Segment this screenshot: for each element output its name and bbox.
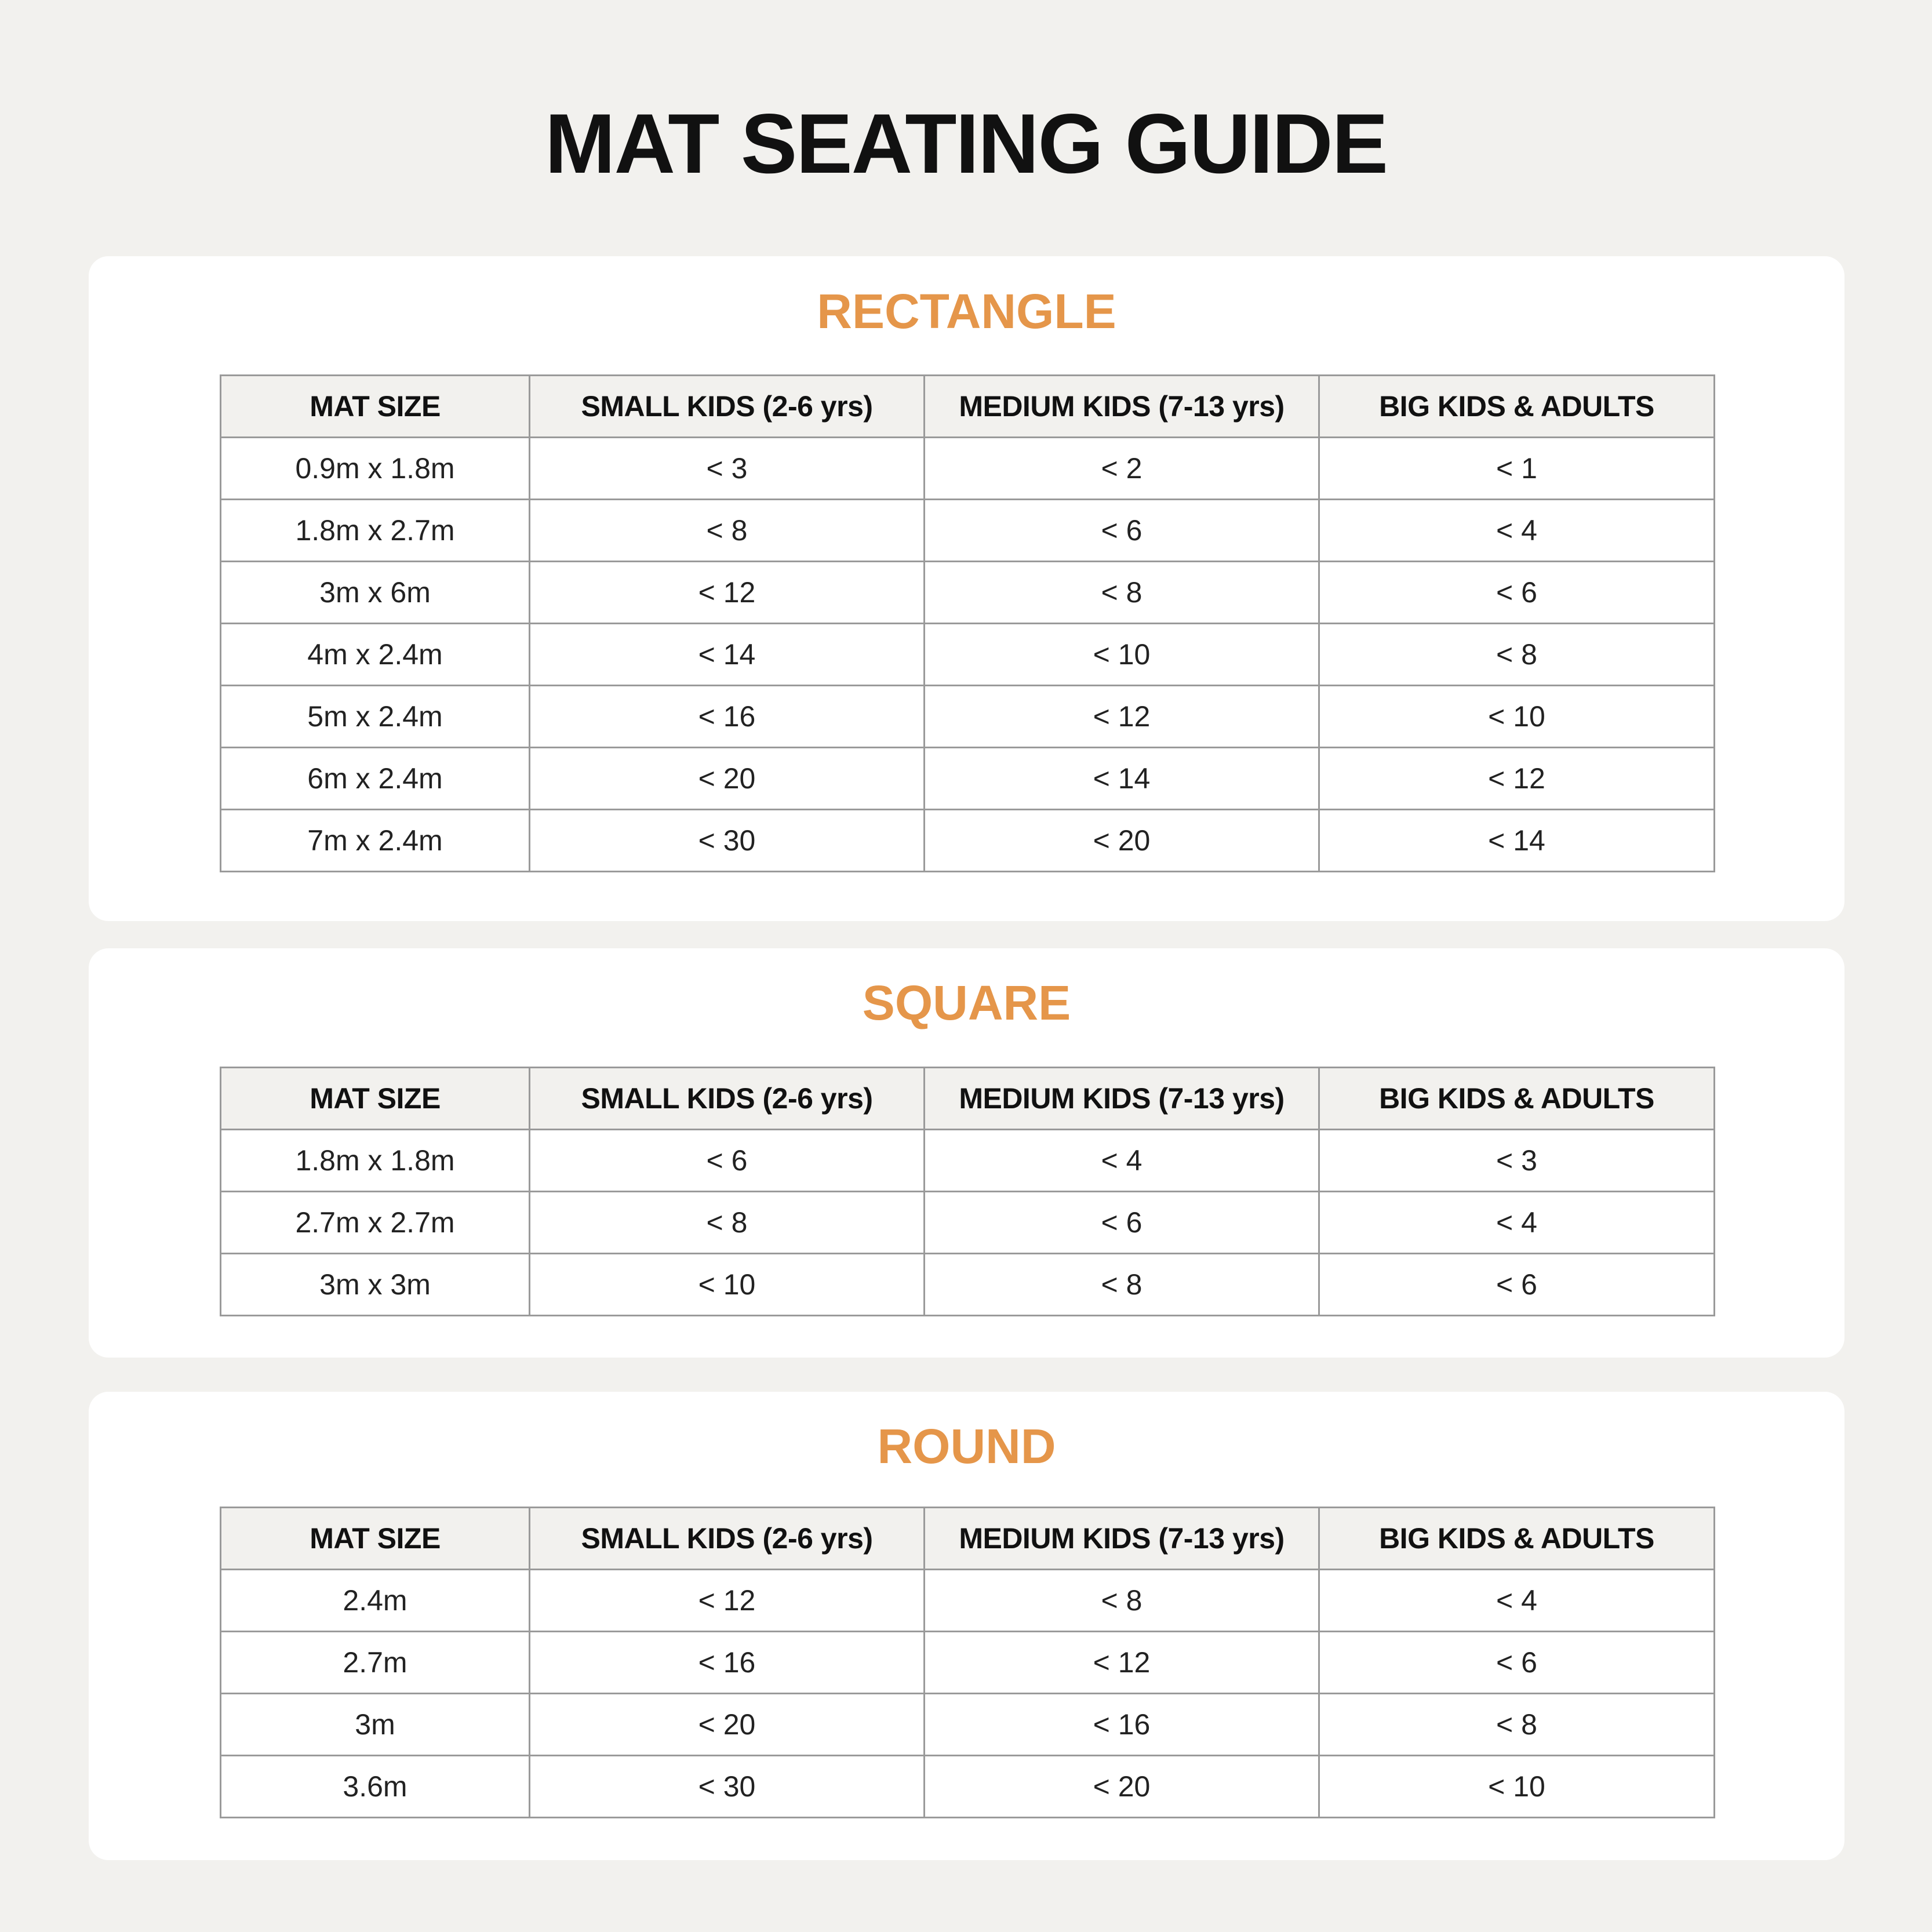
cell-big-kids-adults: < 10 <box>1319 686 1715 748</box>
header-mat-size: MAT SIZE <box>221 1508 530 1570</box>
square-card <box>89 948 1844 1358</box>
cell-small-kids: < 20 <box>530 1694 925 1756</box>
cell-mat-size: 2.4m <box>221 1570 530 1632</box>
cell-medium-kids: < 2 <box>925 438 1319 500</box>
cell-big-kids-adults: < 6 <box>1319 562 1715 624</box>
header-medium-kids: MEDIUM KIDS (7-13 yrs) <box>925 376 1319 438</box>
cell-big-kids-adults: < 4 <box>1319 1192 1715 1254</box>
cell-big-kids-adults: < 10 <box>1319 1756 1715 1818</box>
table-row <box>221 1130 1715 1192</box>
cell-medium-kids: < 8 <box>925 1570 1319 1632</box>
table-row <box>221 1756 1715 1818</box>
cell-medium-kids: < 10 <box>925 624 1319 686</box>
cell-mat-size: 0.9m x 1.8m <box>221 438 530 500</box>
cell-mat-size: 6m x 2.4m <box>221 748 530 810</box>
header-medium-kids: MEDIUM KIDS (7-13 yrs) <box>925 1508 1319 1570</box>
square-title: SQUARE <box>862 976 1071 1030</box>
cell-mat-size: 7m x 2.4m <box>221 810 530 872</box>
cell-medium-kids: < 20 <box>925 1756 1319 1818</box>
cell-small-kids: < 8 <box>530 500 925 562</box>
header-big-kids-adults: BIG KIDS & ADULTS <box>1319 1508 1715 1570</box>
cell-big-kids-adults: < 14 <box>1319 810 1715 872</box>
cell-big-kids-adults: < 8 <box>1319 1694 1715 1756</box>
table-row <box>221 562 1715 624</box>
cell-big-kids-adults: < 4 <box>1319 1570 1715 1632</box>
table-row <box>221 438 1715 500</box>
table-row <box>221 624 1715 686</box>
table-row <box>221 1192 1715 1254</box>
cell-small-kids: < 12 <box>530 1570 925 1632</box>
cell-mat-size: 3m x 6m <box>221 562 530 624</box>
cell-big-kids-adults: < 6 <box>1319 1254 1715 1316</box>
cell-small-kids: < 16 <box>530 1632 925 1694</box>
cell-mat-size: 1.8m x 1.8m <box>221 1130 530 1192</box>
round-card <box>89 1392 1844 1860</box>
cell-medium-kids: < 14 <box>925 748 1319 810</box>
cell-big-kids-adults: < 3 <box>1319 1130 1715 1192</box>
cell-mat-size: 3.6m <box>221 1756 530 1818</box>
header-small-kids: SMALL KIDS (2-6 yrs) <box>530 1508 925 1570</box>
cell-medium-kids: < 4 <box>925 1130 1319 1192</box>
table-row <box>221 1570 1715 1632</box>
header-small-kids: SMALL KIDS (2-6 yrs) <box>530 1068 925 1130</box>
cell-small-kids: < 14 <box>530 624 925 686</box>
header-big-kids-adults: BIG KIDS & ADULTS <box>1319 376 1715 438</box>
cell-mat-size: 4m x 2.4m <box>221 624 530 686</box>
cell-mat-size: 2.7m x 2.7m <box>221 1192 530 1254</box>
cell-mat-size: 3m x 3m <box>221 1254 530 1316</box>
cell-small-kids: < 12 <box>530 562 925 624</box>
rectangle-title: RECTANGLE <box>817 284 1116 339</box>
header-mat-size: MAT SIZE <box>221 1068 530 1130</box>
cell-medium-kids: < 16 <box>925 1694 1319 1756</box>
table-row <box>221 1632 1715 1694</box>
header-big-kids-adults: BIG KIDS & ADULTS <box>1319 1068 1715 1130</box>
cell-mat-size: 1.8m x 2.7m <box>221 500 530 562</box>
cell-medium-kids: < 6 <box>925 1192 1319 1254</box>
cell-small-kids: < 30 <box>530 810 925 872</box>
table-header-row <box>221 376 1715 438</box>
cell-big-kids-adults: < 4 <box>1319 500 1715 562</box>
cell-big-kids-adults: < 6 <box>1319 1632 1715 1694</box>
header-medium-kids: MEDIUM KIDS (7-13 yrs) <box>925 1068 1319 1130</box>
table-row <box>221 810 1715 872</box>
rectangle-card <box>89 256 1844 921</box>
cell-small-kids: < 10 <box>530 1254 925 1316</box>
rectangle-table <box>220 374 1715 872</box>
cell-small-kids: < 8 <box>530 1192 925 1254</box>
header-mat-size: MAT SIZE <box>221 376 530 438</box>
cell-medium-kids: < 12 <box>925 686 1319 748</box>
cell-big-kids-adults: < 12 <box>1319 748 1715 810</box>
table-row <box>221 1694 1715 1756</box>
header-small-kids: SMALL KIDS (2-6 yrs) <box>530 376 925 438</box>
cell-medium-kids: < 8 <box>925 562 1319 624</box>
table-row <box>221 1254 1715 1316</box>
table-row <box>221 748 1715 810</box>
table-header-row <box>221 1508 1715 1570</box>
square-table <box>220 1067 1715 1316</box>
cell-big-kids-adults: < 8 <box>1319 624 1715 686</box>
table-row <box>221 500 1715 562</box>
cell-medium-kids: < 20 <box>925 810 1319 872</box>
cell-small-kids: < 3 <box>530 438 925 500</box>
round-table <box>220 1507 1715 1818</box>
cell-medium-kids: < 8 <box>925 1254 1319 1316</box>
cell-small-kids: < 6 <box>530 1130 925 1192</box>
round-title: ROUND <box>877 1419 1056 1473</box>
cell-mat-size: 5m x 2.4m <box>221 686 530 748</box>
table-row <box>221 686 1715 748</box>
cell-small-kids: < 30 <box>530 1756 925 1818</box>
cell-medium-kids: < 12 <box>925 1632 1319 1694</box>
cell-small-kids: < 16 <box>530 686 925 748</box>
cell-big-kids-adults: < 1 <box>1319 438 1715 500</box>
table-header-row <box>221 1068 1715 1130</box>
cell-medium-kids: < 6 <box>925 500 1319 562</box>
page-title: MAT SEATING GUIDE <box>544 96 1388 191</box>
cell-small-kids: < 20 <box>530 748 925 810</box>
cell-mat-size: 3m <box>221 1694 530 1756</box>
cell-mat-size: 2.7m <box>221 1632 530 1694</box>
